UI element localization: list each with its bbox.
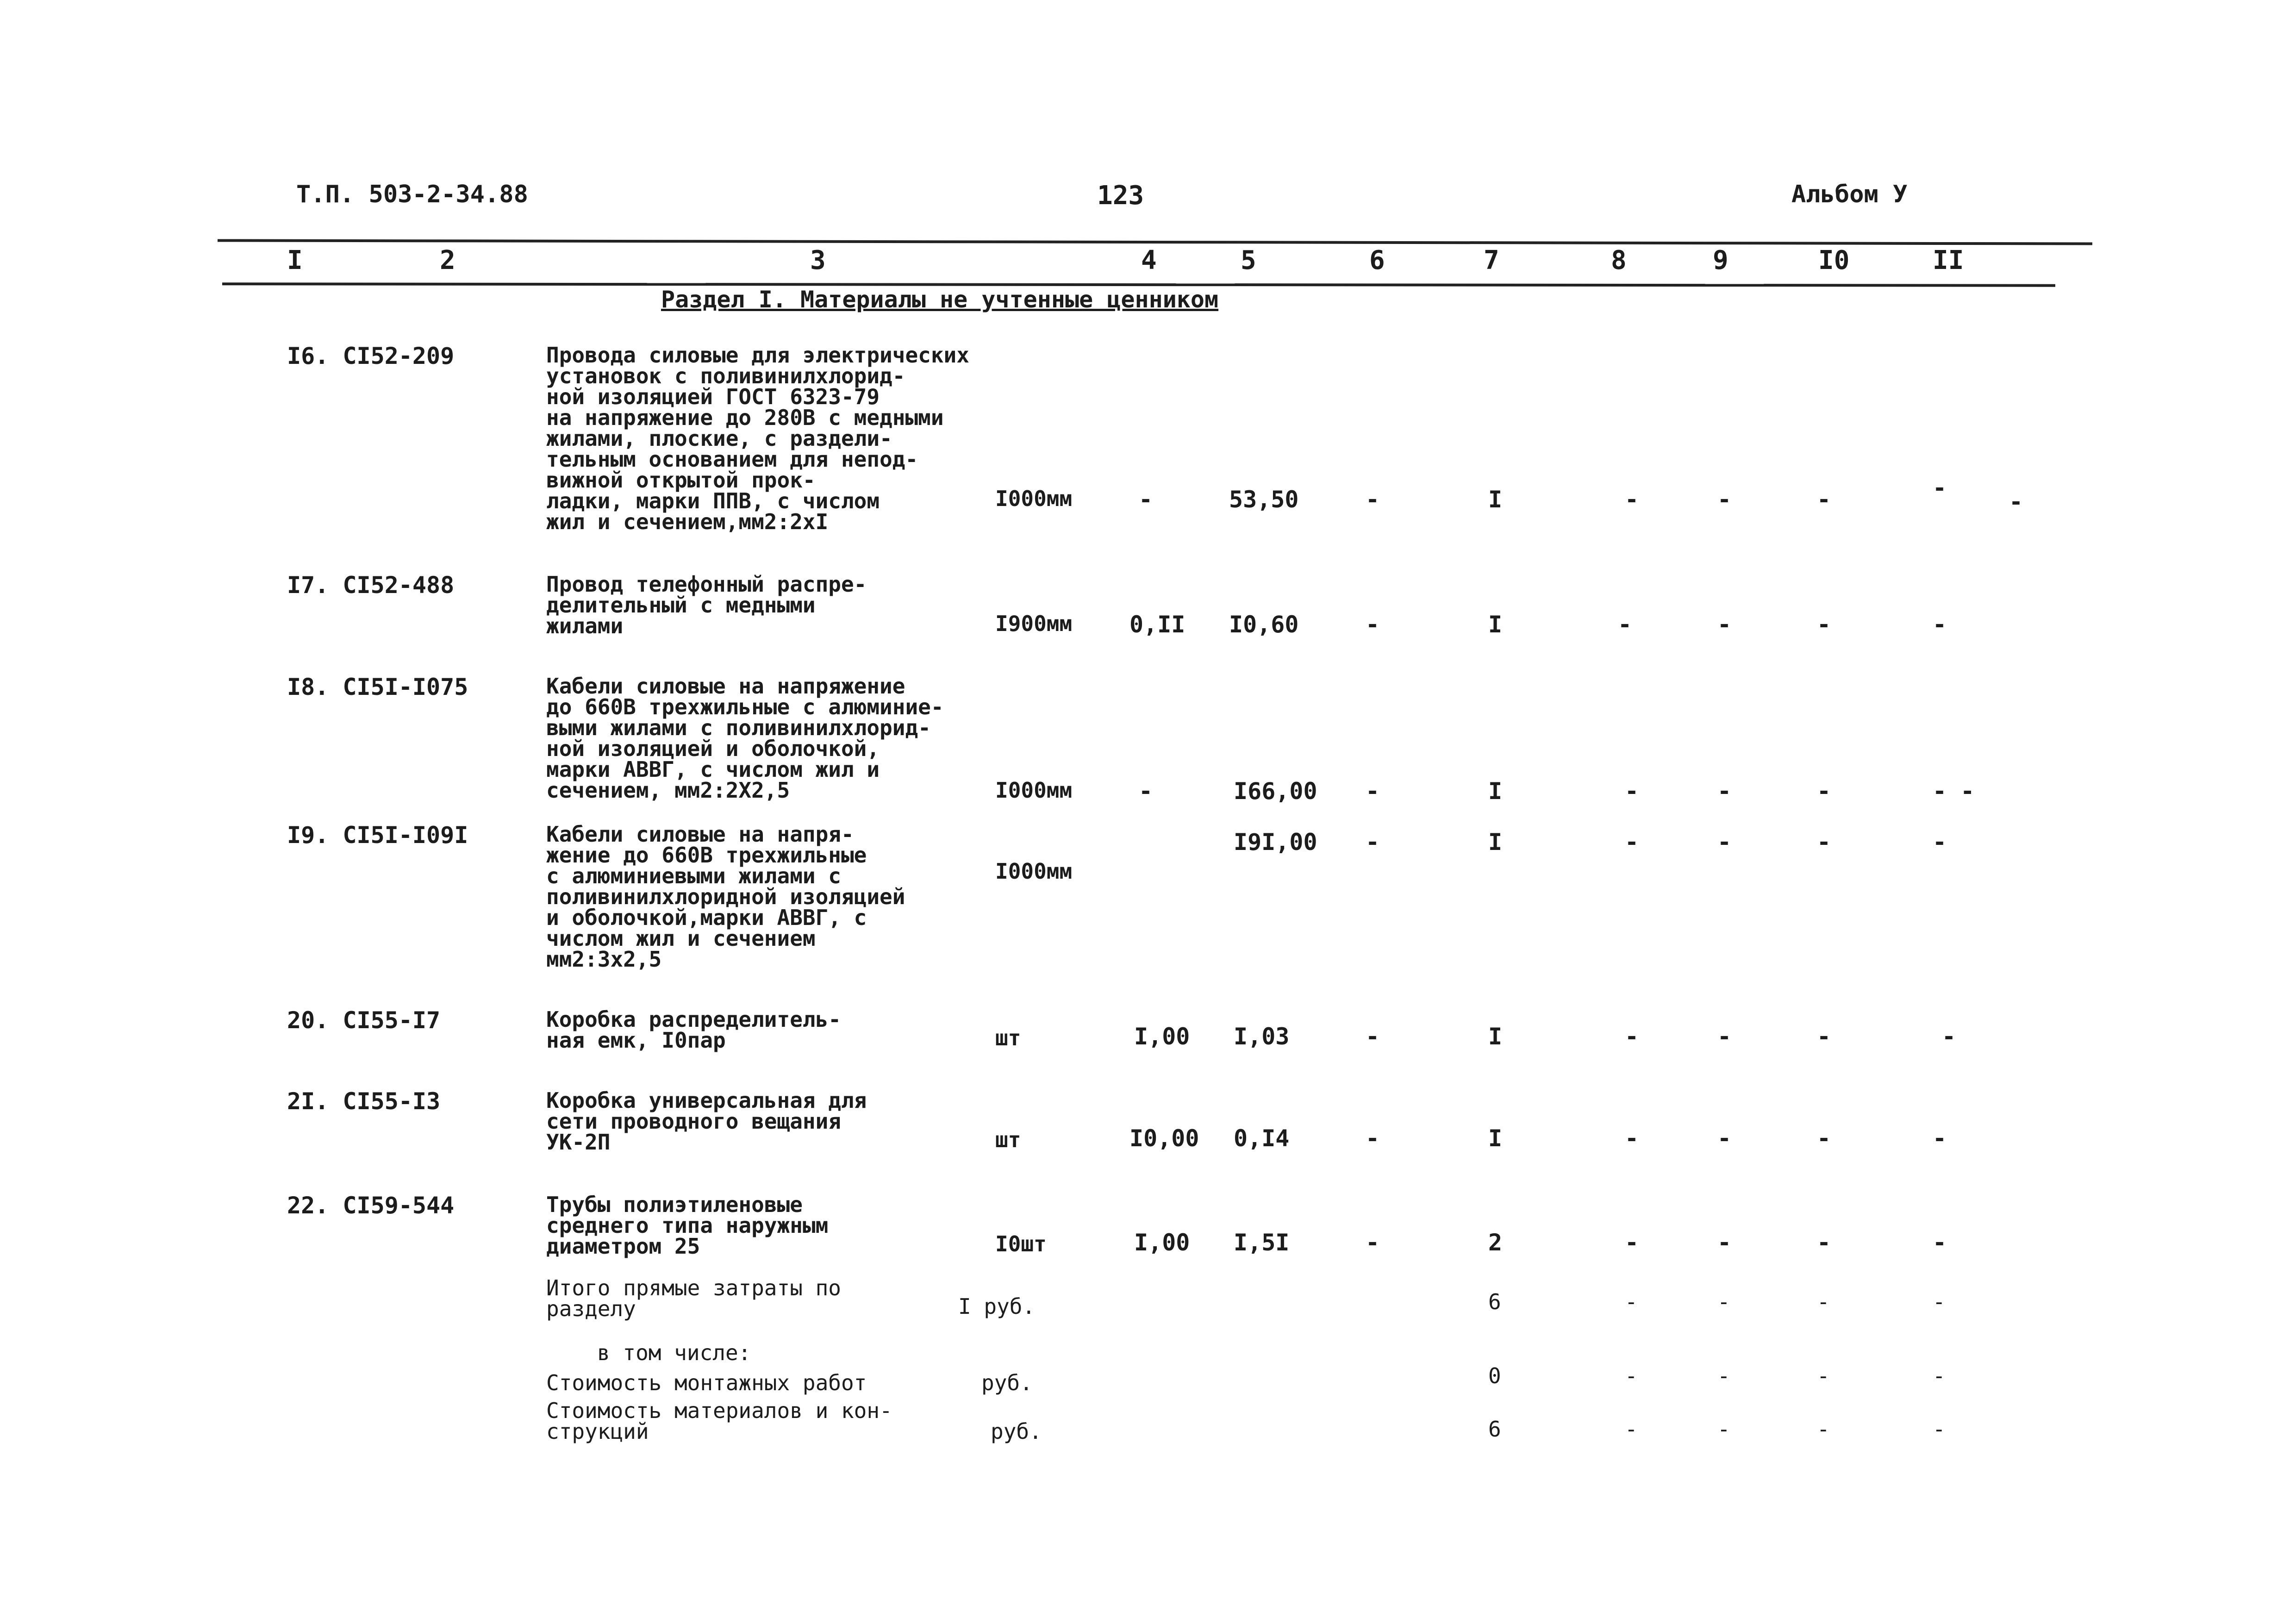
col11-cell: - [1933, 829, 1947, 856]
col5-cell: I0,60 [1229, 611, 1299, 638]
description-line: ной изоляцией и оболочкой, [546, 736, 880, 761]
col8-cell: - [1618, 611, 1632, 638]
total-col8: - [1625, 1289, 1638, 1314]
total-direct-costs-label [546, 1275, 841, 1321]
description-line: делительный с медными [546, 593, 816, 618]
col6-cell: - [1366, 778, 1380, 805]
description-line: и оболочкой,марки АВВГ, с [546, 905, 867, 930]
total-col9: - [1717, 1289, 1730, 1314]
col6-cell: - [1366, 486, 1380, 513]
description-line: поливинилхлоридной изоляцией [546, 884, 905, 909]
mounting-col10: - [1817, 1363, 1830, 1388]
section-title: Раздел I. Материалы не учтенные ценником [661, 286, 1219, 313]
col9-cell: - [1717, 1229, 1732, 1256]
mounting-cost-label: Стоимость монтажных работ [546, 1370, 867, 1395]
col9-cell: - [1717, 829, 1732, 856]
top-rule [218, 239, 2092, 245]
materials-col10: - [1817, 1417, 1830, 1442]
row-number-code: I8. CI5I-I075 [287, 674, 468, 700]
row-description [546, 345, 969, 532]
column-number-1: I [287, 245, 303, 275]
col8-cell: - [1625, 778, 1639, 805]
description-line: марки АВВГ, с числом жил и [546, 757, 880, 782]
col4-cell: - [1139, 778, 1153, 805]
materials-col8: - [1625, 1417, 1638, 1442]
column-number-5: 5 [1241, 245, 1256, 275]
col9-cell: - [1717, 1125, 1732, 1152]
col8-cell: - [1625, 1023, 1639, 1050]
description-line: разделу [546, 1296, 636, 1321]
description-line: среднего типа наружным [546, 1213, 829, 1238]
column-number-3: 3 [810, 245, 826, 275]
column-number-11: II [1933, 245, 1964, 275]
description-line: ладки, марки ППВ, с числом [546, 488, 880, 513]
col10-cell: - [1817, 1229, 1831, 1256]
col4-cell: - [1139, 486, 1153, 513]
materials-cost-label [546, 1400, 892, 1442]
col6-cell: - [1366, 1125, 1380, 1152]
description-line: ная емк, I0пар [546, 1028, 726, 1053]
row-description [546, 1194, 828, 1257]
col6-cell: - [1366, 829, 1380, 856]
description-line: числом жил и сечением [546, 926, 816, 951]
album-label: Альбом У [1791, 181, 1908, 208]
col7-cell: I [1488, 486, 1503, 513]
col9-cell: - [1717, 486, 1732, 513]
col6-cell: - [1366, 1229, 1380, 1256]
description-line: до 660В трехжильные с алюминие- [546, 694, 944, 719]
col11-cell: - [1933, 611, 1947, 638]
description-line: Итого прямые затраты по [546, 1275, 841, 1300]
description-line: диаметром 25 [546, 1234, 700, 1259]
col7-cell: I [1488, 611, 1503, 638]
mounting-col7: 0 [1488, 1363, 1501, 1388]
description-line: выми жилами с поливинилхлорид- [546, 715, 931, 740]
col4-cell: 0,II [1129, 611, 1185, 638]
col10-cell: - [1817, 778, 1831, 805]
row-number-code: I9. CI5I-I09I [287, 822, 468, 849]
total-unit: I руб. [958, 1294, 1036, 1319]
description-line: УК-2П [546, 1130, 611, 1155]
row-number-code: I6. CI52-209 [287, 343, 455, 369]
row-description [546, 574, 867, 637]
row-number-code: 2I. CI55-I3 [287, 1088, 441, 1115]
col5-cell: 53,50 [1229, 486, 1299, 513]
unit-cell: I000мм [995, 778, 1073, 803]
col11-cell: - [1933, 1229, 1947, 1256]
including-label: в том числе: [597, 1340, 751, 1365]
row-number-code: 22. CI59-544 [287, 1192, 455, 1219]
col7-cell: I [1488, 1023, 1503, 1050]
col9-cell: - [1717, 1023, 1732, 1050]
col5-cell: I66,00 [1234, 778, 1317, 805]
description-line: ной изоляцией ГОСТ 6323-79 [546, 384, 880, 409]
col11-cell: - [1933, 475, 1947, 501]
row-number-code: I7. CI52-488 [287, 572, 455, 599]
description-line: Коробка распределитель- [546, 1007, 841, 1032]
unit-cell: шт [995, 1025, 1021, 1050]
total-col11: - [1933, 1289, 1946, 1314]
unit-cell: I0шт [995, 1231, 1047, 1256]
col9-cell: - [1717, 611, 1732, 638]
materials-col9: - [1717, 1417, 1730, 1442]
mounting-col11: - [1933, 1363, 1946, 1388]
description-line: Провода силовые для электрических [546, 343, 969, 368]
col7-cell: 2 [1488, 1229, 1503, 1256]
description-line: Кабели силовые на напря- [546, 822, 854, 847]
column-number-8: 8 [1611, 245, 1627, 275]
description-line: на напряжение до 280В с медными [546, 405, 944, 430]
description-line: струкций [546, 1419, 649, 1444]
materials-col11: - [1933, 1417, 1946, 1442]
col8-cell: - [1625, 1229, 1639, 1256]
unit-cell: I900мм [995, 611, 1073, 636]
description-line: тельным основанием для непод- [546, 447, 918, 472]
column-number-7: 7 [1484, 245, 1499, 275]
row-number-code: 20. CI55-I7 [287, 1007, 441, 1034]
description-line: Провод телефонный распре- [546, 572, 867, 597]
description-line: Стоимость материалов и кон- [546, 1398, 892, 1423]
col7-cell: I [1488, 829, 1503, 856]
col8-cell: - [1625, 1125, 1639, 1152]
unit-cell: I000мм [995, 859, 1073, 884]
col10-cell: - [1817, 611, 1831, 638]
description-line: сечением, мм2:2Х2,5 [546, 778, 790, 803]
col11-cell: - - [1933, 778, 1975, 805]
description-line: установок с поливинилхлорид- [546, 363, 905, 388]
description-line: с алюминиевыми жилами с [546, 863, 841, 888]
row-description [546, 1009, 841, 1051]
total-col7: 6 [1488, 1289, 1501, 1314]
column-number-6: 6 [1369, 245, 1385, 275]
description-line: жил и сечением,мм2:2хI [546, 509, 829, 534]
document-code: Т.П. 503-2-34.88 [296, 181, 528, 208]
col5-cell: I,03 [1234, 1023, 1290, 1050]
description-line: сети проводного вещания [546, 1109, 841, 1134]
column-number-9: 9 [1713, 245, 1728, 275]
description-line: мм2:3х2,5 [546, 947, 662, 972]
row-description [546, 676, 944, 801]
column-number-4: 4 [1141, 245, 1157, 275]
col12-cell: - [2009, 488, 2023, 515]
unit-cell: шт [995, 1127, 1021, 1152]
page-number: 123 [1097, 181, 1144, 211]
mounting-col9: - [1717, 1363, 1730, 1388]
description-line: жилами, плоские, с раздели- [546, 426, 892, 451]
col4-cell: I0,00 [1129, 1125, 1199, 1152]
col4-cell: I,00 [1134, 1229, 1190, 1256]
description-line: Коробка универсальная для [546, 1088, 867, 1113]
col7-cell: I [1488, 778, 1503, 805]
col4-cell: I,00 [1134, 1023, 1190, 1050]
mounting-col8: - [1625, 1363, 1638, 1388]
materials-unit: руб. [991, 1419, 1042, 1444]
unit-cell: I000мм [995, 486, 1073, 511]
mounting-unit: руб. [981, 1370, 1033, 1395]
col7-cell: I [1488, 1125, 1503, 1152]
column-number-2: 2 [440, 245, 455, 275]
col5-cell: 0,I4 [1234, 1125, 1290, 1152]
col9-cell: - [1717, 778, 1732, 805]
col5-cell: I9I,00 [1234, 829, 1317, 856]
col11-cell: - [1933, 1125, 1947, 1152]
column-number-10: I0 [1818, 245, 1850, 275]
description-line: жение до 660В трехжильные [546, 843, 867, 868]
materials-col7: 6 [1488, 1417, 1501, 1442]
col5-cell: I,5I [1234, 1229, 1290, 1256]
col10-cell: - [1817, 1125, 1831, 1152]
description-line: Трубы полиэтиленовые [546, 1192, 803, 1217]
description-line: жилами [546, 613, 624, 638]
col8-cell: - [1625, 486, 1639, 513]
col10-cell: - [1817, 1023, 1831, 1050]
col6-cell: - [1366, 1023, 1380, 1050]
row-description [546, 1090, 867, 1153]
row-description [546, 824, 905, 970]
description-line: Кабели силовые на напряжение [546, 674, 905, 699]
description-line: вижной открытой прок- [546, 468, 816, 493]
col6-cell: - [1366, 611, 1380, 638]
col11-cell: - [1942, 1023, 1956, 1050]
col10-cell: - [1817, 829, 1831, 856]
col10-cell: - [1817, 486, 1831, 513]
total-col10: - [1817, 1289, 1830, 1314]
col8-cell: - [1625, 829, 1639, 856]
